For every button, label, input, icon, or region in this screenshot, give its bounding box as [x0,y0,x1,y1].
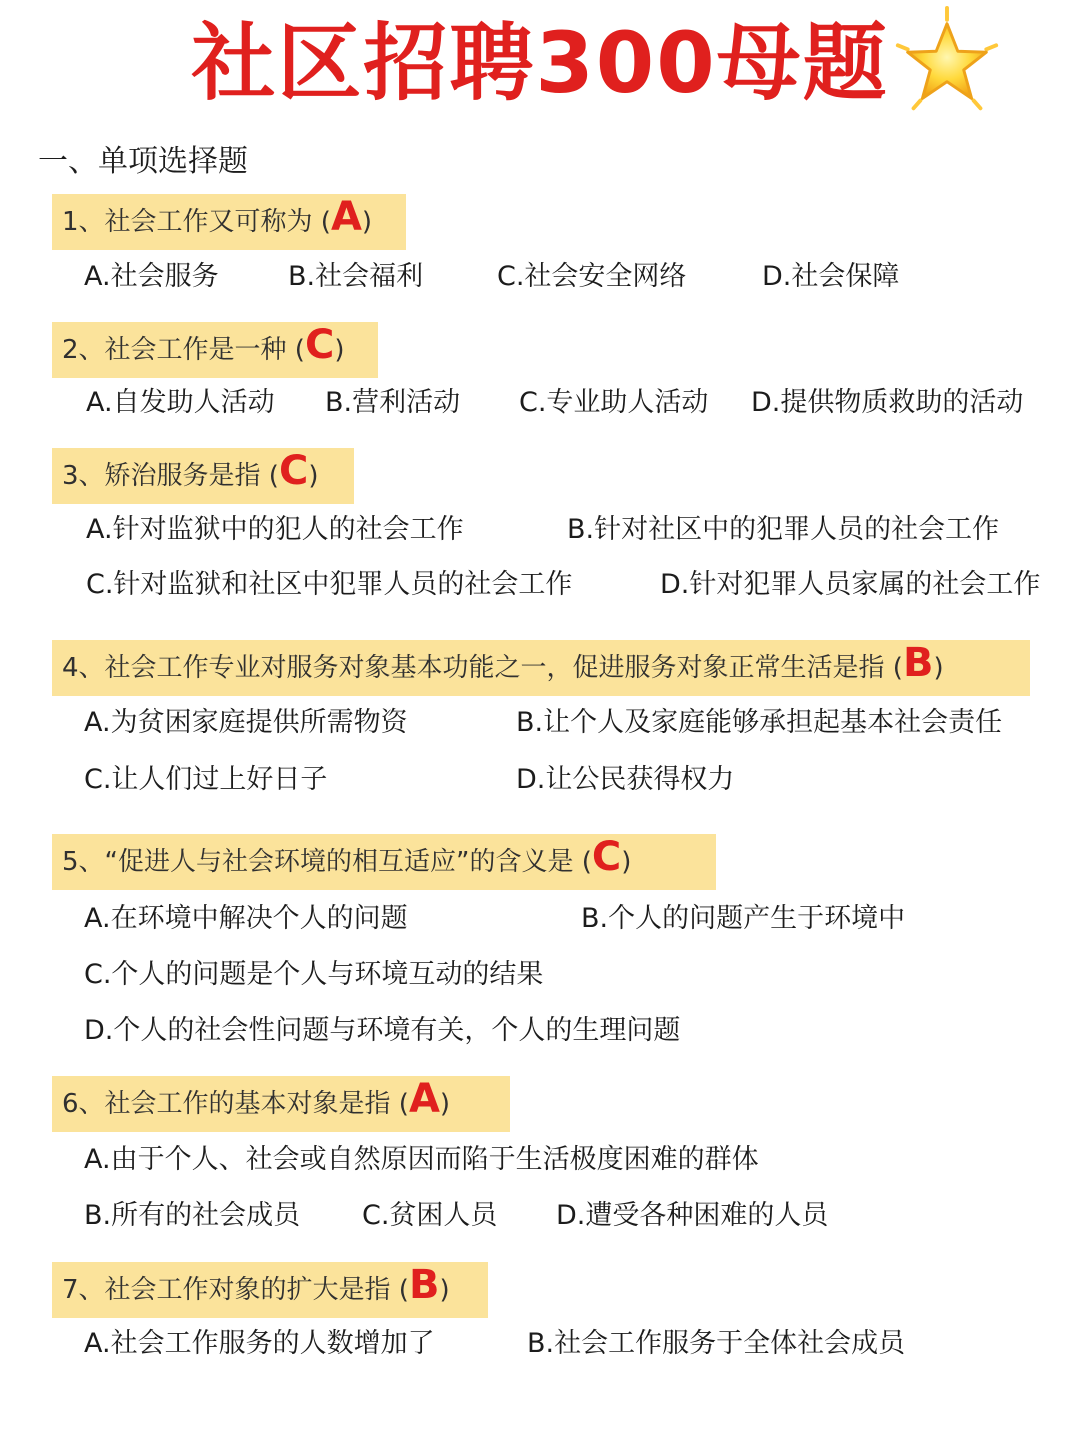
option: C.社会安全网络 [497,261,687,292]
answer-letter: A [408,1076,440,1122]
option: D.提供物质救助的活动 [751,387,1024,418]
option: D.社会保障 [762,261,900,292]
option: C.贫困人员 [362,1200,498,1231]
section-heading: 一、单项选择题 [38,144,248,179]
option: B.所有的社会成员 [84,1200,301,1231]
option: B.社会福利 [288,261,424,292]
question-7 [52,1262,488,1318]
option: A.在环境中解决个人的问题 [84,903,408,934]
answer-letter: C [278,448,309,494]
option: B.针对社区中的犯罪人员的社会工作 [567,514,1000,545]
question-6 [52,1076,510,1132]
question-text: 3、矫治服务是指 ( [62,461,279,491]
question-1 [52,194,406,250]
option: A.针对监狱中的犯人的社会工作 [86,514,464,545]
answer-letter: C [591,834,622,880]
option: A.为贫困家庭提供所需物资 [84,707,408,738]
option: C.专业助人活动 [519,387,709,418]
option: B.让个人及家庭能够承担起基本社会责任 [516,707,1003,738]
question-text: 6、社会工作的基本对象是指 ( [62,1089,409,1119]
option: A.由于个人、社会或自然原因而陷于生活极度困难的群体 [84,1144,759,1175]
question-close: ) [361,207,373,237]
question-text: 1、社会工作又可称为 ( [62,207,331,237]
answer-letter: C [304,322,335,368]
question-close: ) [308,461,319,491]
option: B.社会工作服务于全体社会成员 [527,1328,906,1359]
question-text: 7、社会工作对象的扩大是指 ( [62,1275,409,1305]
option: A.社会工作服务的人数增加了 [84,1328,435,1359]
question-close: ) [933,653,944,683]
answer-letter: A [330,194,362,240]
question-2 [52,322,378,378]
question-close: ) [334,335,345,365]
option: D.针对犯罪人员家属的社会工作 [660,569,1041,600]
option: D.遭受各种困难的人员 [556,1200,829,1231]
star-icon [888,6,1006,124]
answer-letter: B [902,640,934,686]
question-close: ) [439,1089,451,1119]
option: A.自发助人活动 [86,387,275,418]
question-text: 5、“促进人与社会环境的相互适应”的含义是 ( [62,847,592,877]
question-text: 2、社会工作是一种 ( [62,335,305,365]
option: C.个人的问题是个人与环境互动的结果 [84,959,544,990]
question-close: ) [439,1275,450,1305]
option: D.让公民获得权力 [516,764,735,795]
option: C.针对监狱和社区中犯罪人员的社会工作 [86,569,573,600]
option: B.个人的问题产生于环境中 [581,903,906,934]
option: C.让人们过上好日子 [84,764,328,795]
question-text: 4、社会工作专业对服务对象基本功能之一，促进服务对象正常生活是指 ( [62,653,903,683]
question-5 [52,834,716,890]
option: A.社会服务 [84,261,219,292]
answer-letter: B [408,1262,440,1308]
question-close: ) [621,847,632,877]
question-4 [52,640,1030,696]
option: B.营利活动 [325,387,461,418]
page-title: 社区招聘300母题 [191,14,889,112]
question-3 [52,448,354,504]
option: D.个人的社会性问题与环境有关，个人的生理问题 [84,1015,681,1046]
